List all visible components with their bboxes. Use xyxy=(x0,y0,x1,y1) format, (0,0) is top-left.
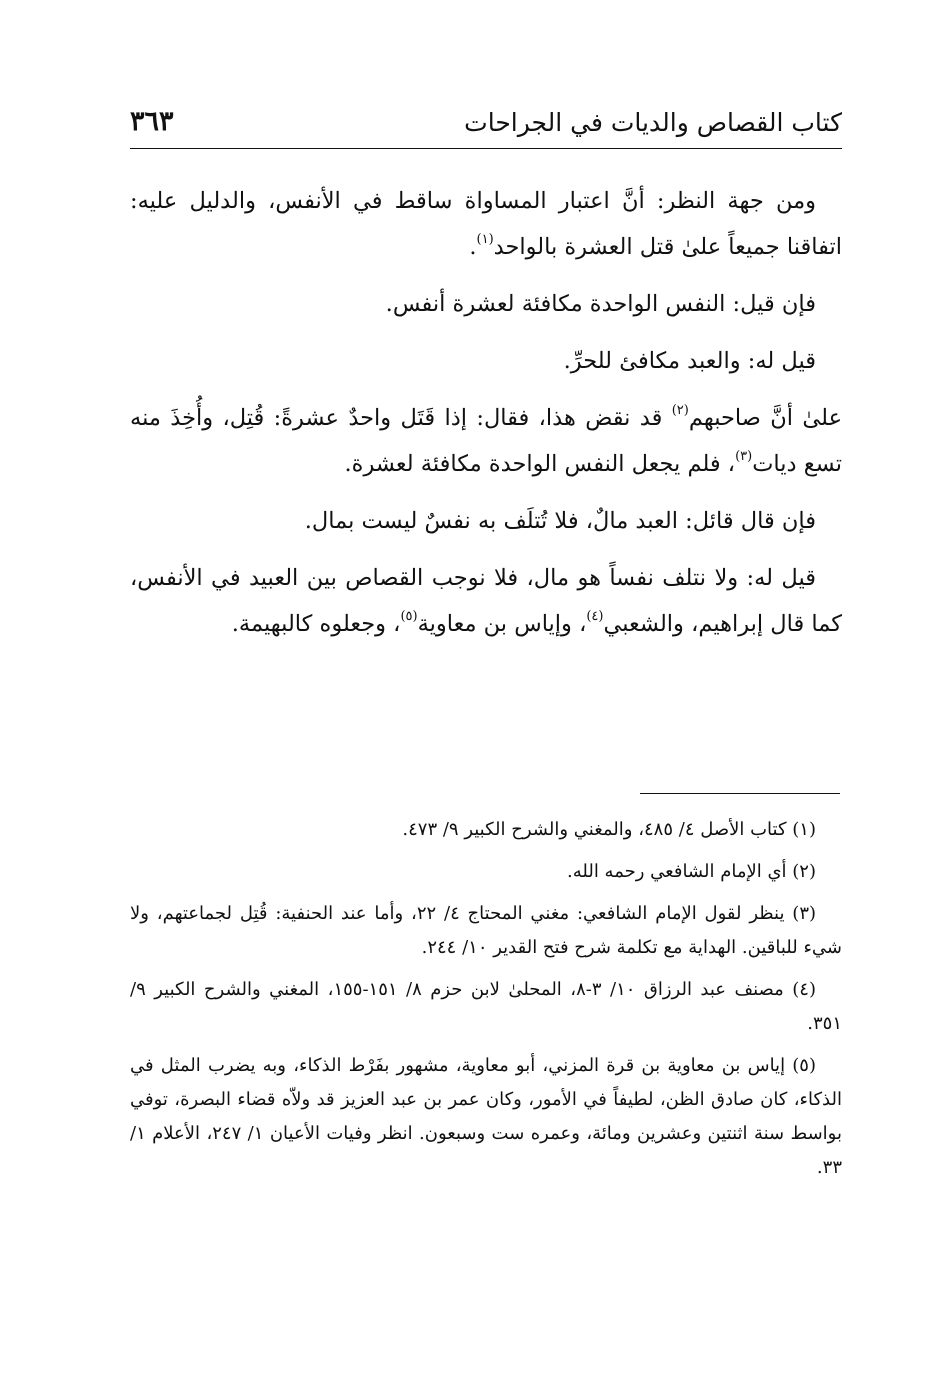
paragraph-1 xyxy=(130,178,842,270)
paragraph-6-part-c: ، وجعلوه كالبهيمة. xyxy=(231,611,401,637)
page-number: ٣٦٣ xyxy=(130,106,174,137)
paragraph-4-part-c: ، فلم يجعل النفس الواحدة مكافئة لعشرة. xyxy=(344,451,736,477)
footnote-ref-2[interactable]: (٢) xyxy=(671,403,689,418)
paragraph-4-part-b: قد نقض هذا، فقال: إذا قَتَل واحدٌ عشرةً: قُتِل، وأُخِذَ منه تسع ديات xyxy=(130,405,842,477)
paragraph-4 xyxy=(130,395,842,487)
paragraph-1-text: ومن جهة النظر: أنَّ اعتبار المساواة ساقط في الأنفس، والدليل عليه: اتفاقنا جميعاً علىٰ قتل العشرة بالواحد xyxy=(130,188,842,260)
main-text xyxy=(130,178,842,658)
footnotes xyxy=(130,813,842,1193)
paragraph-6-part-a: قيل له: ولا نتلف نفساً هو مال، فلا نوجب القصاص بين العبيد في الأنفس، كما قال إبراهيم، والشعبي xyxy=(130,565,842,637)
footnote-ref-1[interactable]: (١) xyxy=(476,232,494,247)
footnote-ref-4[interactable]: (٤) xyxy=(586,609,604,624)
paragraph-6 xyxy=(130,555,842,647)
footnote-3: (٣) ينظر لقول الإمام الشافعي: مغني المحتاج ٤/ ٢٢، وأما عند الحنفية: قُتِل لجماعتهم، ولا شيء للباقين. الهداية مع تكلمة شرح فتح القدير ١٠/ ٢٤٤. xyxy=(130,903,842,958)
footnote-ref-5[interactable]: (٥) xyxy=(400,609,418,624)
paragraph-3: قيل له: والعبد مكافئ للحرِّ. xyxy=(563,348,816,374)
paragraph-2: فإن قيل: النفس الواحدة مكافئة لعشرة أنفس. xyxy=(385,291,816,317)
footnote-separator xyxy=(640,793,840,794)
footnote-ref-3[interactable]: (٣) xyxy=(735,449,753,464)
footnote-5: (٥) إياس بن معاوية بن قرة المزني، أبو معاوية، مشهور بفَرْط الذكاء، وبه يضرب المثل في الذكاء، كان صادق الظن، لطيفاً في الأمور، وكان عمر بن عبد العزيز قد ولاّه قضاء البصرة، توفي بواسط سنة اثنتين وعشرين ومائة، وعمره ست وسبعون. انظر وفيات الأعيان ١/ ٢٤٧، الأعلام ١/ ٣٣. xyxy=(130,1055,842,1178)
paragraph-1-end: . xyxy=(469,234,477,260)
chapter-title: كتاب القصاص والديات في الجراحات xyxy=(464,108,842,137)
footnote-2: (٢) أي الإمام الشافعي رحمه الله. xyxy=(567,861,816,882)
running-header xyxy=(130,100,842,146)
header-rule xyxy=(130,148,842,149)
paragraph-4-part-a: علىٰ أنَّ صاحبهم xyxy=(688,405,842,431)
footnote-1: (١) كتاب الأصل ٤/ ٤٨٥، والمغني والشرح الكبير ٩/ ٤٧٣. xyxy=(402,819,816,840)
paragraph-5: فإن قال قائل: العبد مالٌ، فلا تُتلَف به نفسٌ ليست بمال. xyxy=(304,508,816,534)
paragraph-6-part-b: ، وإياس بن معاوية xyxy=(417,611,587,637)
footnote-4: (٤) مصنف عبد الرزاق ١٠/ ٣-٨، المحلىٰ لابن حزم ٨/ ١٥١-١٥٥، المغني والشرح الكبير ٩/ ٣٥١. xyxy=(130,979,842,1034)
